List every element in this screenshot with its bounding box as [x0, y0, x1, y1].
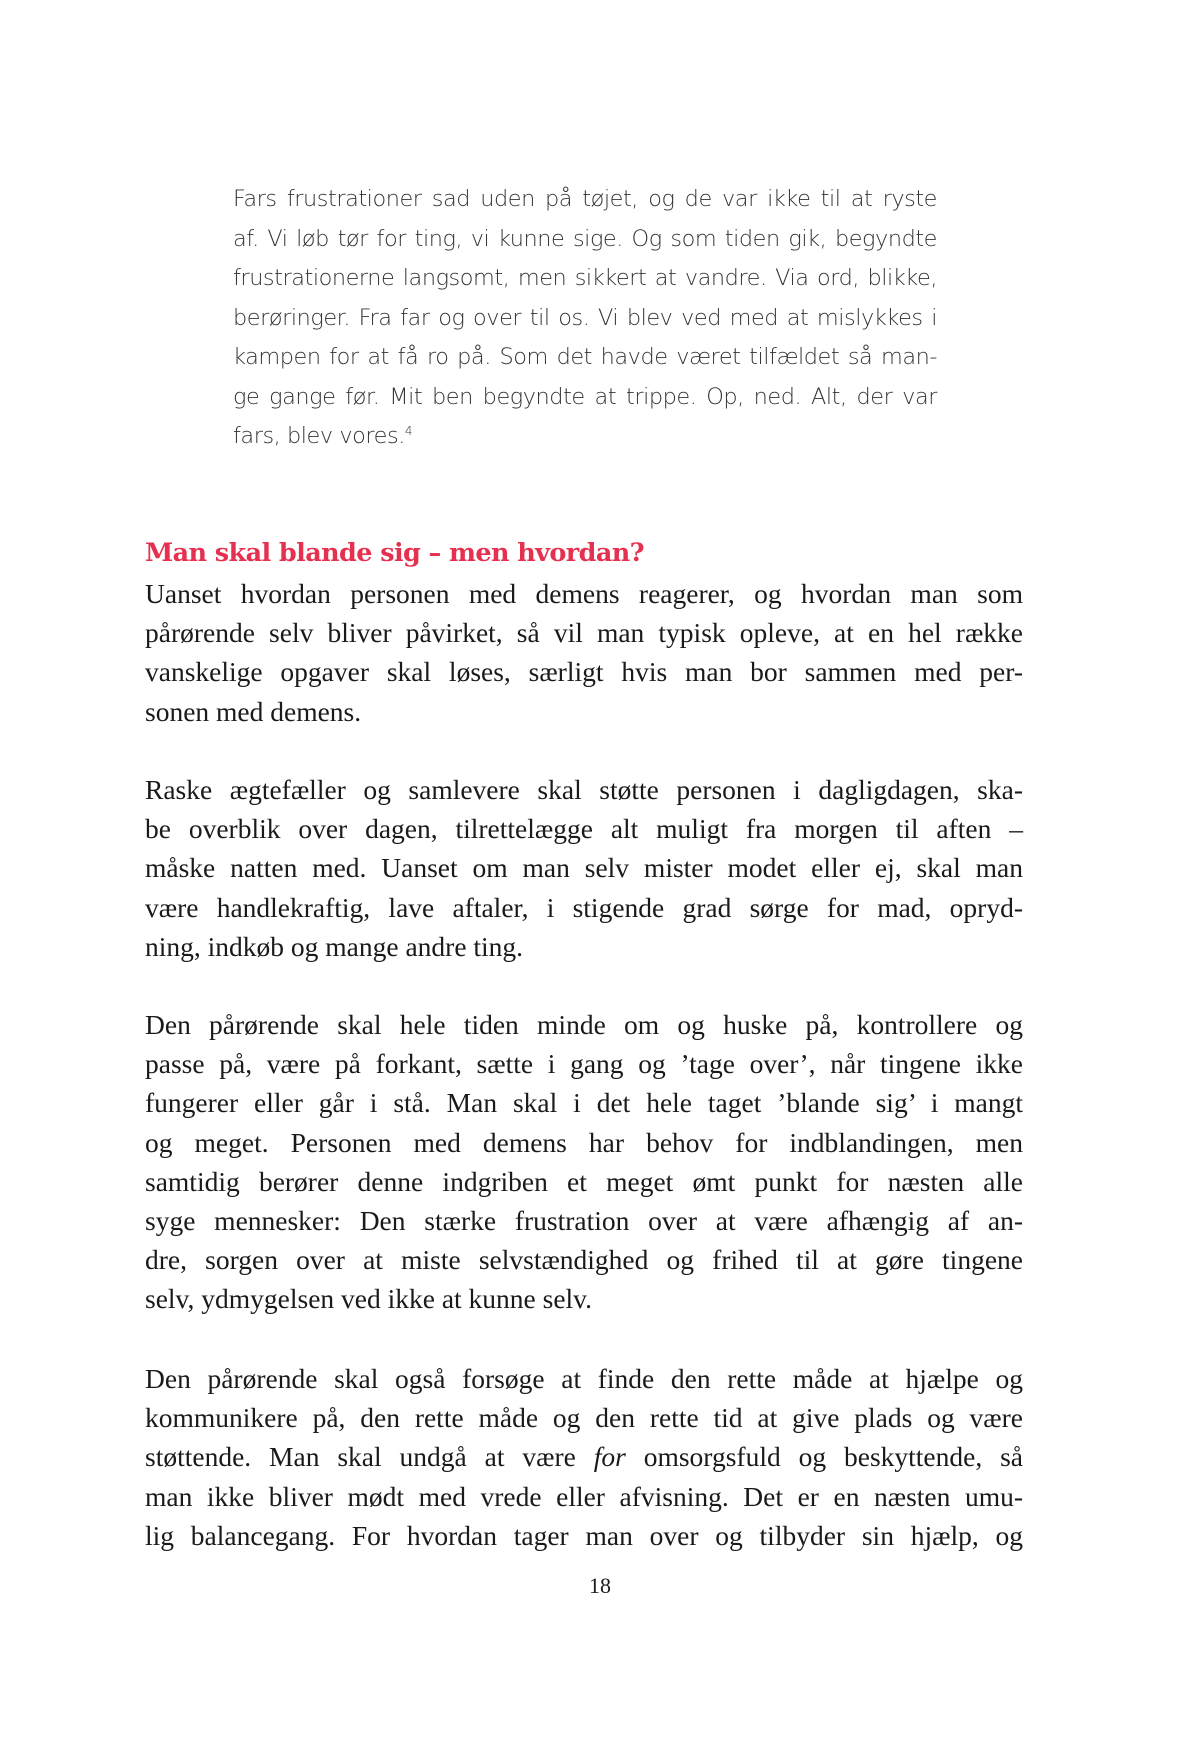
paragraph-line: syge mennesker: Den stærke frustration over at være afhængig af an-: [145, 1205, 1023, 1237]
paragraph-line: pårørende selv bliver påvirket, så vil man typisk opleve, at en hel række: [145, 617, 1023, 649]
paragraph-4: [145, 1359, 1023, 1555]
block-quote: [233, 180, 937, 457]
paragraph-line: samtidig berører denne indgriben et meget ømt punkt for næsten alle: [145, 1165, 1023, 1197]
paragraph-line: dre, sorgen over at miste selvstændighed og frihed til at gøre tingene: [145, 1244, 1023, 1276]
quote-line: ge gange før. Mit ben begyndte at trippe. Op, ned. Alt, der var: [233, 383, 937, 410]
line-text: omsorgsfuld og beskyttende, så: [625, 1441, 1024, 1473]
quote-line: Fars frustrationer sad uden på tøjet, og de var ikke til at ryste: [233, 186, 937, 212]
paragraph-line: man ikke bliver mødt med vrede eller afvisning. Det er en næsten umu-: [145, 1480, 1023, 1512]
paragraph-line: Uanset hvordan personen med demens reagerer, og hvordan man som: [145, 578, 1023, 609]
paragraph-line: fungerer eller går i stå. Man skal i det hele taget ’blande sig’ i mangt: [145, 1087, 1023, 1119]
paragraph-line: Raske ægtefæller og samlevere skal støtte personen i dagligdagen, ska-: [145, 774, 1023, 805]
paragraph-3: [145, 1005, 1023, 1319]
paragraph-1: [145, 574, 1023, 731]
paragraph-line: ning, indkøb og mange andre ting.: [145, 930, 524, 962]
paragraph-line: vanskelige opgaver skal løses, særligt hvis man bor sammen med per-: [145, 656, 1023, 688]
section-heading: Man skal blande sig – men hvordan?: [145, 538, 645, 568]
paragraph-line: og meget. Personen med demens har behov for indblandingen, men: [145, 1126, 1023, 1158]
paragraph-line: måske natten med. Uanset om man selv mister modet eller ej, skal man: [145, 852, 1023, 884]
paragraph-line: kommunikere på, den rette måde og den rette tid at give plads og være: [145, 1402, 1023, 1434]
paragraph-2: [145, 770, 1023, 966]
quote-line-last: [233, 417, 937, 457]
paragraph-line: selv, ydmygelsen ved ikke at kunne selv.: [145, 1283, 593, 1315]
paragraph-line: passe på, være på forkant, sætte i gang og ’tage over’, når tingene ikke: [145, 1048, 1023, 1080]
footnote-reference[interactable]: 4: [404, 424, 413, 438]
paragraph-line: være handlekraftig, lave aftaler, i stigende grad sørge for mad, opryd-: [145, 891, 1023, 923]
paragraph-line: lig balancegang. For hvordan tager man over og tilbyder sin hjælp, og: [145, 1519, 1023, 1551]
paragraph-line-with-emphasis: [145, 1437, 1023, 1476]
page-number: 18: [589, 1573, 611, 1598]
quote-line-text: fars, blev vores.: [233, 423, 405, 449]
quote-line: kampen for at få ro på. Som det havde været tilfældet så man-: [233, 344, 937, 370]
paragraph-line: Den pårørende skal hele tiden minde om og huske på, kontrollere og: [145, 1009, 1023, 1040]
paragraph-line: sonen med demens.: [145, 695, 362, 727]
quote-line: berøringer. Fra far og over til os. Vi blev ved med at mislykkes i: [233, 304, 937, 331]
paragraph-line: Den pårørende skal også forsøge at finde den rette måde at hjælpe og: [145, 1363, 1023, 1394]
line-text: støttende. Man skal undgå at være: [145, 1441, 594, 1473]
quote-line: af. Vi løb tør for ting, vi kunne sige. Og som tiden gik, begyndte: [233, 225, 937, 252]
quote-line: frustrationerne langsomt, men sikkert at vandre. Via ord, blikke,: [233, 265, 937, 291]
paragraph-line: be overblik over dagen, tilrettelægge alt muligt fra morgen til aften –: [145, 813, 1023, 845]
emphasized-word: for: [593, 1441, 626, 1473]
